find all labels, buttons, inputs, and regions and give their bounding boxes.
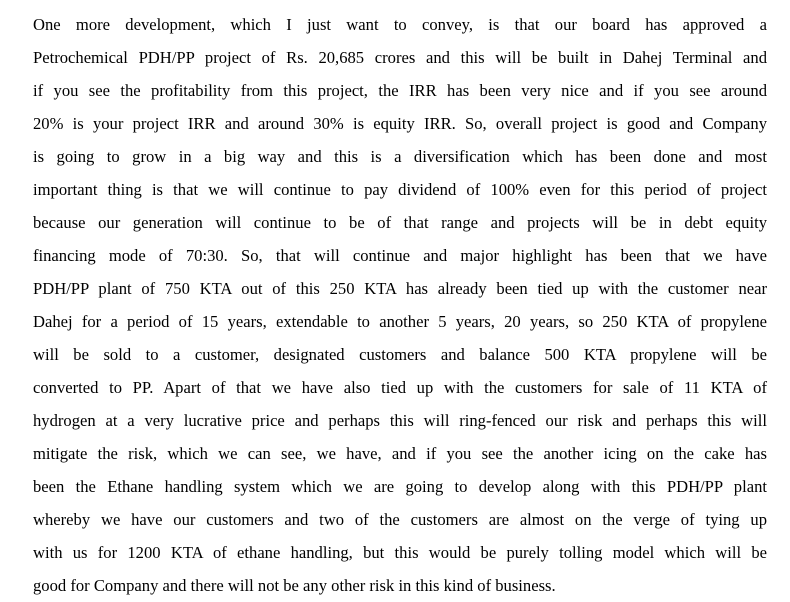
- paragraph-line: PDH/PP plant of 750 KTA out of this 250 KTA has already been tied up with the customer near: [33, 279, 767, 298]
- paragraph-line: mitigate the risk, which we can see, we have, and if you see the another icing on the cake has: [33, 444, 767, 463]
- paragraph-line: is going to grow in a big way and this is a diversification which has been done and most: [33, 147, 767, 166]
- paragraph-line: hydrogen at a very lucrative price and perhaps this will ring-fenced our risk and perhaps this will: [33, 411, 767, 430]
- paragraph-line: whereby we have our customers and two of the customers are almost on the verge of tying up: [33, 510, 767, 529]
- paragraph-line: Petrochemical PDH/PP project of Rs. 20,685 crores and this will be built in Dahej Terminal and: [33, 48, 767, 67]
- paragraph-line: because our generation will continue to be of that range and projects will be in debt equity: [33, 213, 767, 232]
- transcript-paragraph: [33, 8, 767, 602]
- paragraph-line: financing mode of 70:30. So, that will continue and major highlight has been that we have: [33, 246, 767, 265]
- paragraph-line: if you see the profitability from this project, the IRR has been very nice and if you see around: [33, 81, 767, 100]
- paragraph-line: will be sold to a customer, designated customers and balance 500 KTA propylene will be: [33, 345, 767, 364]
- paragraph-line: been the Ethane handling system which we are going to develop along with this PDH/PP plant: [33, 477, 767, 496]
- paragraph-line: converted to PP. Apart of that we have also tied up with the customers for sale of 11 KTA of: [33, 378, 767, 397]
- paragraph-line: important thing is that we will continue to pay dividend of 100% even for this period of project: [33, 180, 767, 199]
- paragraph-line: good for Company and there will not be any other risk in this kind of business.: [33, 576, 556, 595]
- paragraph-line: Dahej for a period of 15 years, extendable to another 5 years, 20 years, so 250 KTA of propylene: [33, 312, 767, 331]
- paragraph-line: One more development, which I just want to convey, is that our board has approved a: [33, 15, 767, 34]
- paragraph-line: with us for 1200 KTA of ethane handling, but this would be purely tolling model which will be: [33, 543, 767, 562]
- paragraph-line: 20% is your project IRR and around 30% is equity IRR. So, overall project is good and Company: [33, 114, 767, 133]
